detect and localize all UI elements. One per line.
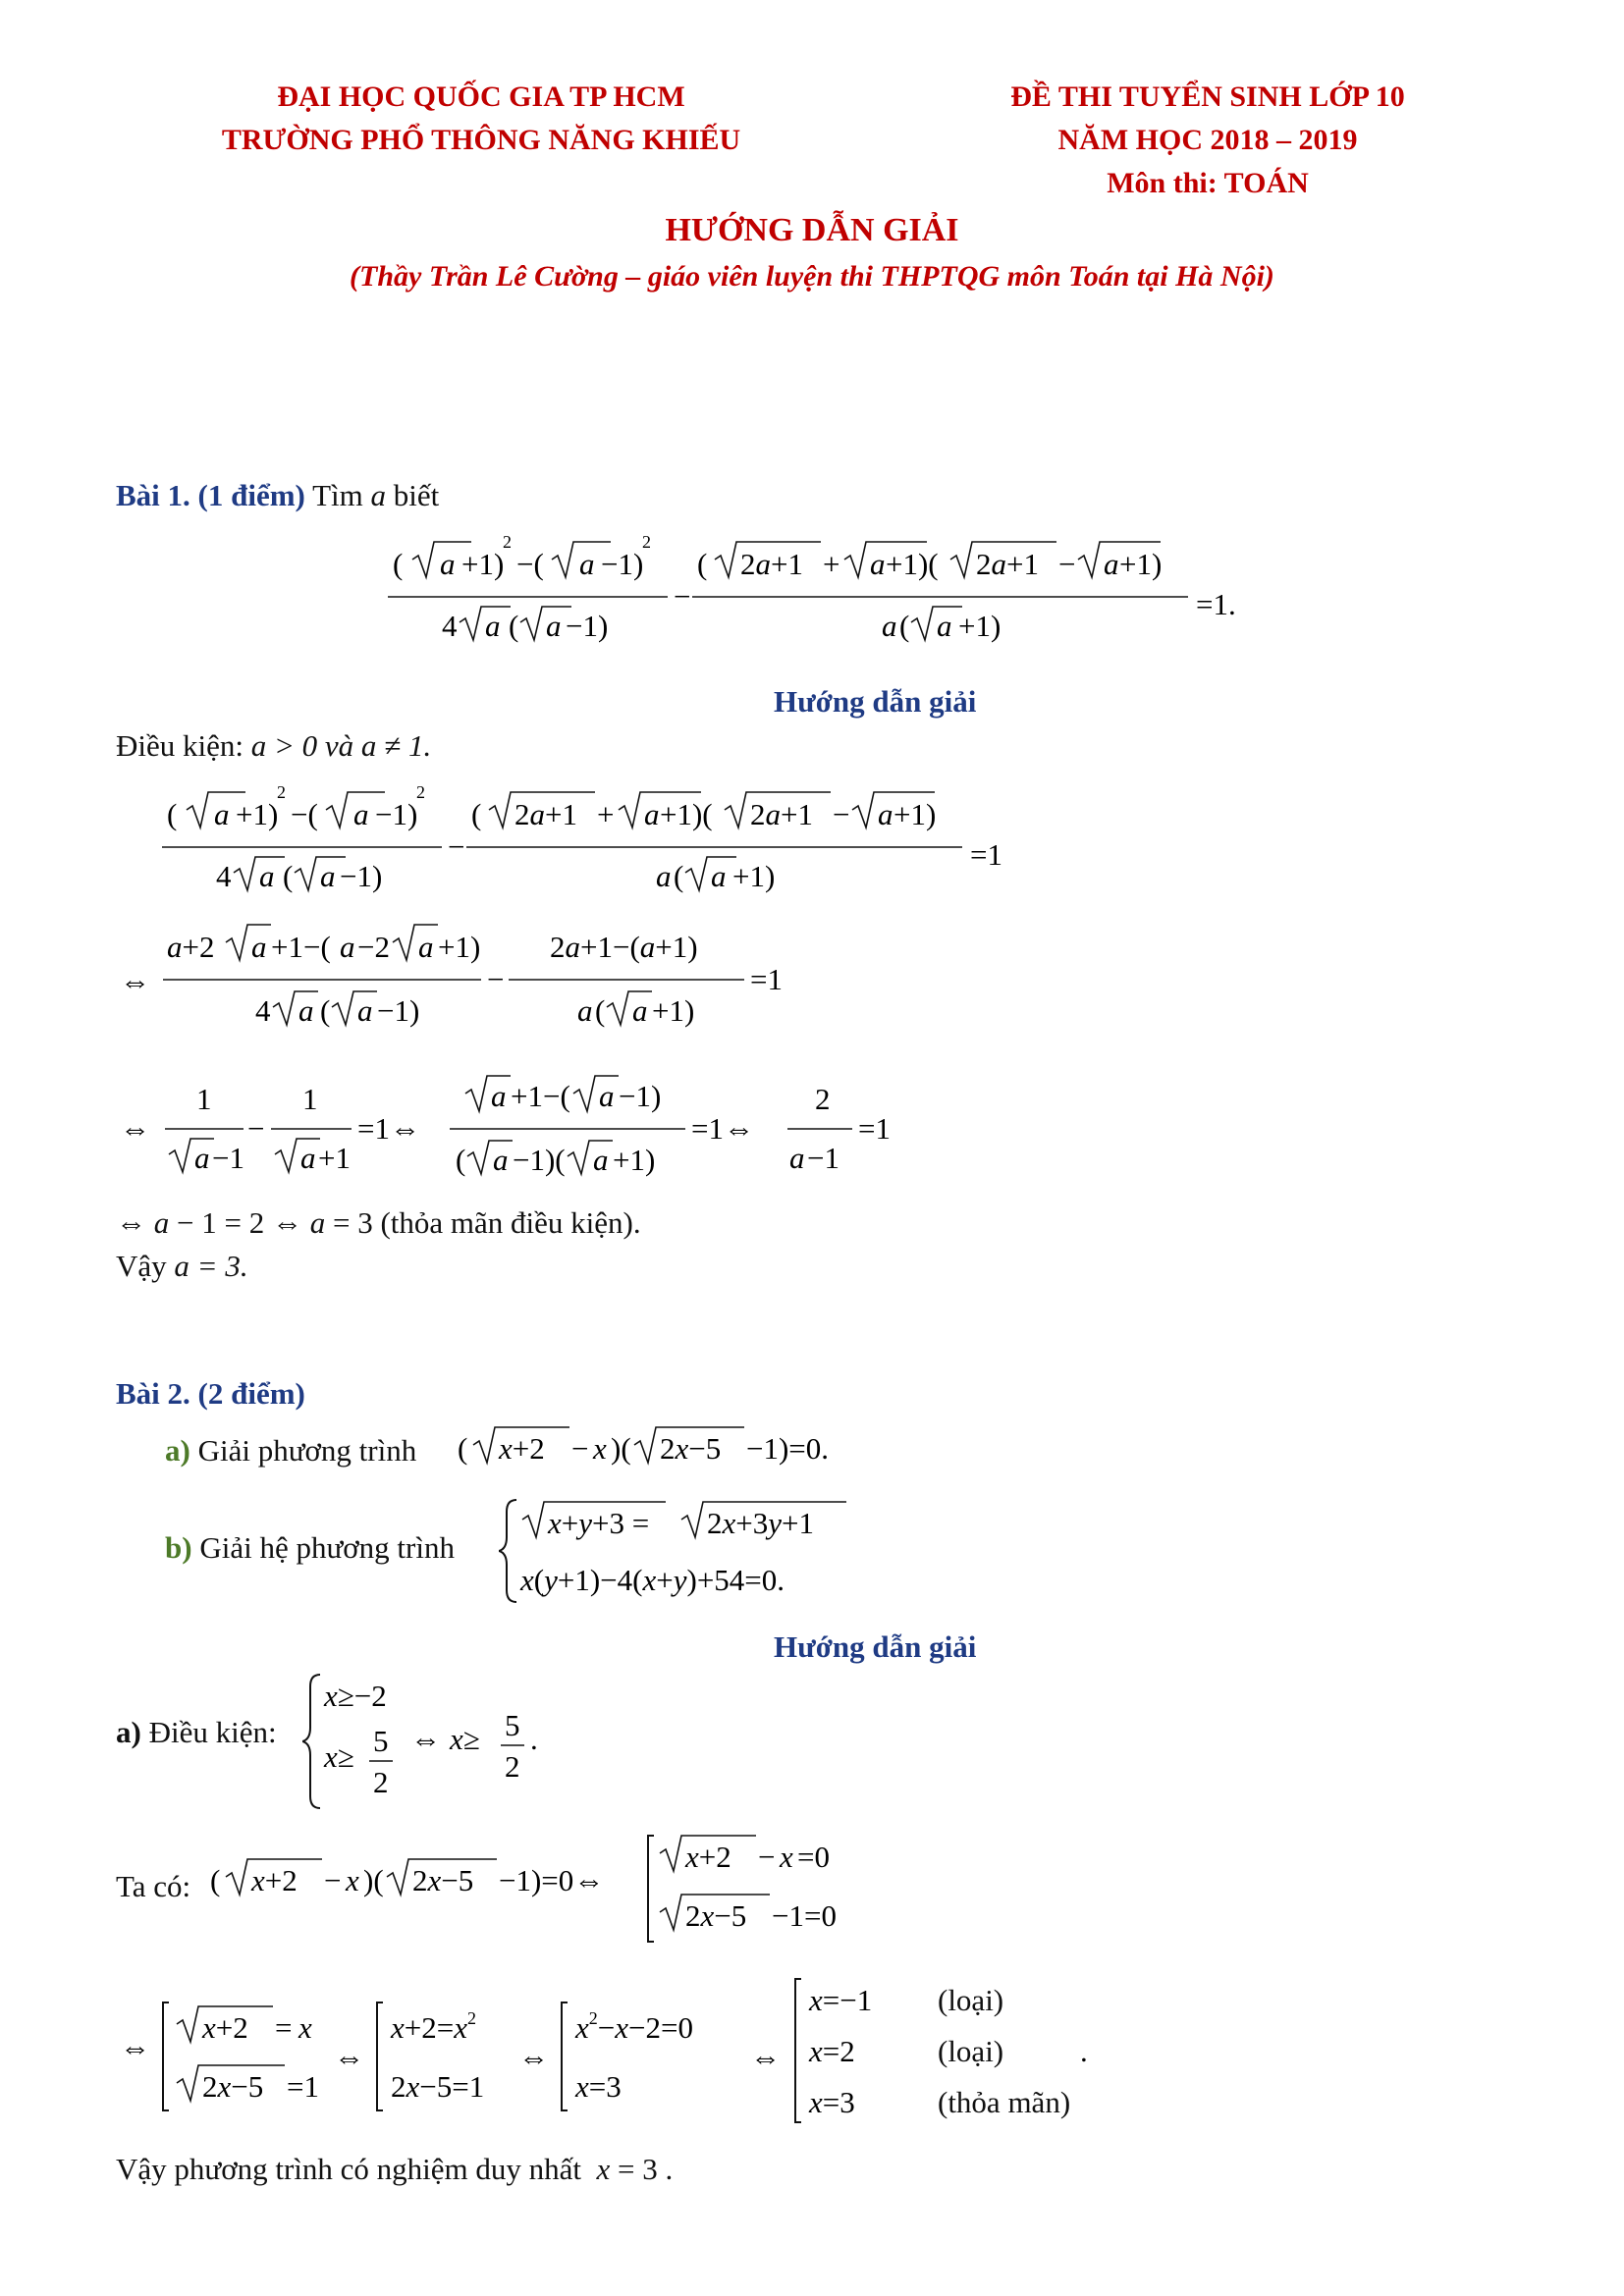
case-1-note: (loại) — [938, 1983, 1004, 2017]
subject: Môn thi: TOÁN — [1107, 167, 1309, 199]
svg-text:+1): +1) — [958, 609, 1001, 643]
svg-text:x+2: x+2 — [685, 1840, 731, 1874]
svg-text:−1)(: −1)( — [513, 1143, 566, 1177]
svg-text:−: − — [758, 1840, 776, 1874]
svg-text:2: 2 — [416, 782, 425, 802]
svg-text:x2−x−2=0: $x^2-x-2=0$ — [575, 2008, 693, 2045]
bai2-final-math: x = 3 . — [596, 2152, 674, 2186]
svg-text:−1: −1 — [212, 1141, 244, 1175]
svg-text:2: 2 — [277, 782, 286, 802]
svg-text:−: − — [448, 829, 465, 864]
svg-text:a: a — [214, 797, 230, 831]
svg-text:2x−5: 2x−5 — [412, 1863, 474, 1897]
svg-text:2a+1−(a+1): 2a+1−(a+1) — [550, 930, 698, 964]
svg-text:+1−(: +1−( — [511, 1079, 570, 1113]
bai1-answer — [116, 1249, 248, 1284]
svg-text:a: a — [579, 547, 595, 581]
svg-text:⇔: ⇔ — [120, 2030, 150, 2064]
bai2-ta-co-math — [206, 1832, 893, 1949]
svg-text:=1: =1 — [858, 1111, 891, 1146]
bai1-condition-math: a > 0 và a ≠ 1. — [250, 728, 432, 763]
bai1-condition — [116, 728, 431, 764]
svg-text:4: 4 — [255, 993, 271, 1028]
svg-text:x=3: x=3 — [575, 2069, 622, 2104]
bai1-heading: Bài 1. (1 điểm) — [116, 478, 305, 512]
svg-text:+1): +1) — [613, 1143, 656, 1177]
svg-text:−1: −1 — [807, 1141, 839, 1175]
svg-text:a: a — [418, 930, 434, 964]
svg-text:a: a — [878, 797, 893, 831]
svg-text:(: ( — [283, 859, 294, 893]
svg-text:⇔: ⇔ — [120, 1111, 150, 1146]
svg-text:.: . — [530, 1722, 538, 1756]
svg-text:+: + — [597, 797, 615, 831]
svg-text:a: a — [789, 1141, 805, 1175]
svg-text:+1): +1) — [236, 797, 279, 831]
svg-text:−: − — [247, 1111, 265, 1146]
svg-text:=1.: =1. — [1196, 587, 1236, 621]
svg-text:a: a — [340, 930, 355, 964]
svg-text:a+2: a+2 — [167, 930, 215, 964]
svg-text:x: x — [593, 1431, 607, 1466]
bai1-equation — [383, 520, 1267, 667]
svg-text:x=−1: x=−1 — [809, 1983, 873, 2017]
bai1-condition-label: Điều kiện: — [116, 728, 244, 763]
svg-text:=0: =0 — [797, 1840, 830, 1874]
svg-text:(: ( — [456, 1143, 466, 1177]
svg-text:−: − — [674, 579, 691, 614]
svg-text:a: a — [937, 609, 952, 643]
svg-text:2: 2 — [503, 532, 512, 552]
bai2-sol-a-condition — [116, 1715, 277, 1750]
bai2-part-b-text: Giải hệ phương trình — [199, 1530, 455, 1565]
svg-text:−2: −2 — [357, 930, 390, 964]
svg-text:a: a — [882, 609, 897, 643]
svg-text:x+2=x2: $x+2=x^2$ — [391, 2008, 476, 2045]
svg-text:a: a — [711, 859, 727, 893]
bai2-part-b-system — [499, 1492, 911, 1610]
svg-text:2: 2 — [373, 1765, 389, 1799]
svg-text:)(: )( — [363, 1863, 384, 1897]
bai1-step3 — [116, 1062, 1000, 1200]
svg-text:a: a — [546, 609, 562, 643]
svg-text:−: − — [833, 797, 850, 831]
bai1-answer-math: a = 3. — [174, 1249, 248, 1283]
page-title: HƯỚNG DẪN GIẢI — [665, 212, 959, 248]
school-name: TRƯỜNG PHỔ THÔNG NĂNG KHIẾU — [221, 124, 741, 156]
svg-text:−: − — [487, 962, 505, 996]
svg-text:=1: =1 — [287, 2069, 319, 2104]
school-year: NĂM HỌC 2018 – 2019 — [1057, 124, 1358, 156]
bai2-heading: Bài 2. (2 điểm) — [116, 1376, 305, 1411]
svg-text:=1: =1 — [750, 962, 783, 996]
school-university: ĐẠI HỌC QUỐC GIA TP HCM — [277, 80, 685, 113]
svg-text:+1): +1) — [893, 797, 937, 831]
svg-text:2a+1: 2a+1 — [514, 797, 577, 831]
svg-text:−1): −1) — [377, 993, 420, 1028]
svg-text:2x−5: 2x−5 — [685, 1898, 747, 1933]
bai2-ta-co: Ta có: — [116, 1869, 191, 1903]
svg-text:a: a — [577, 993, 593, 1028]
bai2-sol-a-label: a) — [116, 1715, 141, 1749]
bai2-part-b-label: b) — [165, 1530, 192, 1565]
svg-text:x+2: x+2 — [251, 1863, 298, 1897]
svg-text:2x−5: 2x−5 — [202, 2069, 264, 2104]
svg-text:.: . — [1080, 2034, 1088, 2068]
svg-text:x≥: x≥ — [450, 1722, 480, 1756]
svg-text:(: ( — [393, 547, 404, 581]
svg-text:+1)(: +1)( — [886, 547, 939, 581]
svg-text:(: ( — [320, 993, 331, 1028]
bai2-part-a-text: Giải phương trình — [197, 1433, 417, 1468]
svg-text:a: a — [644, 797, 660, 831]
svg-text:x=2: x=2 — [809, 2034, 855, 2068]
svg-text:a: a — [593, 1143, 609, 1177]
svg-text:x(y+1)−4(x+y)+54=0.: x(y+1)−4(x+y)+54=0. — [520, 1563, 785, 1597]
svg-text:−: − — [571, 1431, 589, 1466]
bai1-step4-math: ⇔ a − 1 = 2 ⇔ a = 3 — [116, 1205, 373, 1240]
svg-text:x=3: x=3 — [809, 2085, 855, 2119]
svg-text:=: = — [275, 2010, 293, 2045]
svg-text:+1): +1) — [461, 547, 505, 581]
svg-text:(: ( — [210, 1863, 221, 1897]
svg-text:−1): −1) — [566, 609, 609, 643]
svg-text:2: 2 — [505, 1749, 520, 1784]
svg-text:x: x — [298, 2010, 312, 2045]
svg-text:2: 2 — [815, 1082, 831, 1116]
bai1-step1 — [157, 771, 1041, 918]
svg-text:a: a — [259, 859, 275, 893]
svg-text:x+y+3 =: x+y+3 = — [548, 1506, 650, 1540]
svg-text:+1): +1) — [732, 859, 776, 893]
svg-text:−1)=0⇔: −1)=0⇔ — [499, 1863, 605, 1897]
svg-text:5: 5 — [373, 1724, 389, 1758]
svg-text:(: ( — [697, 547, 708, 581]
svg-text:a: a — [357, 993, 373, 1028]
svg-text:2a+1: 2a+1 — [740, 547, 803, 581]
svg-text:(: ( — [471, 797, 482, 831]
svg-text:=1: =1 — [970, 837, 1002, 872]
svg-text:a: a — [491, 1079, 507, 1113]
svg-text:+1: +1 — [318, 1141, 351, 1175]
svg-text:a: a — [632, 993, 648, 1028]
svg-text:a: a — [300, 1141, 316, 1175]
svg-text:x≥−2: x≥−2 — [324, 1679, 387, 1713]
svg-text:2a+1: 2a+1 — [750, 797, 813, 831]
svg-text:−1): −1) — [619, 1079, 662, 1113]
svg-text:(: ( — [899, 609, 910, 643]
svg-text:a: a — [493, 1143, 509, 1177]
svg-text:a: a — [656, 859, 672, 893]
bai2-guide-heading: Hướng dẫn giải — [774, 1629, 977, 1664]
bai1-answer-label: Vậy — [116, 1249, 167, 1283]
svg-text:)(: )( — [611, 1431, 631, 1466]
svg-text:(: ( — [509, 609, 519, 643]
svg-text:⇔: ⇔ — [120, 964, 150, 998]
svg-text:4: 4 — [442, 609, 458, 643]
svg-text:+1): +1) — [1119, 547, 1163, 581]
svg-text:a: a — [320, 859, 336, 893]
bai1-guide-heading: Hướng dẫn giải — [774, 684, 977, 719]
svg-text:⇔: ⇔ — [334, 2040, 364, 2074]
svg-text:x+2: x+2 — [202, 2010, 248, 2045]
svg-text:x: x — [780, 1840, 793, 1874]
svg-text:a: a — [194, 1141, 210, 1175]
svg-text:⇔: ⇔ — [518, 2040, 549, 2074]
svg-text:(: ( — [674, 859, 684, 893]
svg-text:a: a — [485, 609, 501, 643]
svg-text:−1)=0.: −1)=0. — [746, 1431, 830, 1466]
svg-text:a: a — [870, 547, 886, 581]
svg-text:+1): +1) — [438, 930, 481, 964]
bai1-step4-note: (thỏa mãn điều kiện). — [380, 1205, 641, 1240]
bai2-part-a-equation — [454, 1417, 886, 1476]
svg-text:1: 1 — [302, 1082, 318, 1116]
svg-text:−(: −( — [291, 797, 318, 831]
svg-text:+1): +1) — [652, 993, 695, 1028]
svg-text:1: 1 — [196, 1082, 212, 1116]
bai2-part-b — [165, 1530, 455, 1566]
bai2-part-a-label: a) — [165, 1433, 190, 1468]
svg-text:a: a — [353, 797, 369, 831]
svg-text:4: 4 — [216, 859, 232, 893]
svg-text:a: a — [1104, 547, 1119, 581]
bai2-sol-a-condition-math — [302, 1669, 577, 1816]
svg-text:=1⇔: =1⇔ — [691, 1111, 754, 1146]
bai1-statement — [116, 478, 439, 513]
bai2-final — [116, 2152, 673, 2187]
svg-text:−: − — [1058, 547, 1076, 581]
case-3-note: (thỏa mãn) — [938, 2085, 1071, 2119]
svg-text:a: a — [440, 547, 456, 581]
bai2-sol-a-condition-label: Điều kiện: — [148, 1715, 277, 1749]
svg-text:+1)(: +1)( — [660, 797, 713, 831]
svg-text:−: − — [324, 1863, 342, 1897]
svg-text:−1): −1) — [601, 547, 644, 581]
svg-text:+: + — [823, 547, 840, 581]
svg-text:2a+1: 2a+1 — [976, 547, 1039, 581]
case-2-note: (loại) — [938, 2034, 1004, 2068]
svg-text:⇔: ⇔ — [410, 1722, 441, 1756]
page-subtitle: (Thầy Trần Lê Cường – giáo viên luyện thi THPTQG môn Toán tại Hà Nội) — [350, 260, 1274, 293]
svg-text:5: 5 — [505, 1708, 520, 1742]
svg-text:−(: −( — [516, 547, 544, 581]
svg-text:=1⇔: =1⇔ — [357, 1111, 420, 1146]
svg-text:−1=0: −1=0 — [772, 1898, 837, 1933]
svg-text:(: ( — [595, 993, 606, 1028]
svg-text:−1): −1) — [375, 797, 418, 831]
svg-text:(: ( — [167, 797, 178, 831]
svg-text:a: a — [251, 930, 267, 964]
svg-text:2x+3y+1: 2x+3y+1 — [707, 1506, 814, 1540]
bai2-part-a — [165, 1433, 416, 1468]
svg-text:a: a — [599, 1079, 615, 1113]
svg-text:x≥: x≥ — [324, 1739, 354, 1774]
bai1-step4 — [116, 1205, 641, 1241]
svg-text:2x−5=1: 2x−5=1 — [391, 2069, 485, 2104]
svg-text:a: a — [298, 993, 314, 1028]
exam-name: ĐỀ THI TUYỂN SINH LỚP 10 — [1010, 80, 1405, 113]
svg-text:(: ( — [458, 1431, 468, 1466]
bai1-prompt: Tìm a biết — [304, 478, 440, 512]
svg-text:x+2: x+2 — [499, 1431, 545, 1466]
svg-text:2: 2 — [642, 532, 651, 552]
svg-text:−1): −1) — [340, 859, 383, 893]
svg-text:2x−5: 2x−5 — [660, 1431, 722, 1466]
svg-text:⇔: ⇔ — [750, 2040, 781, 2074]
svg-text:x: x — [346, 1863, 359, 1897]
bai2-final-text: Vậy phương trình có nghiệm duy nhất — [116, 2152, 582, 2186]
bai1-step2 — [116, 913, 862, 1060]
svg-text:+1−(: +1−( — [271, 930, 331, 964]
